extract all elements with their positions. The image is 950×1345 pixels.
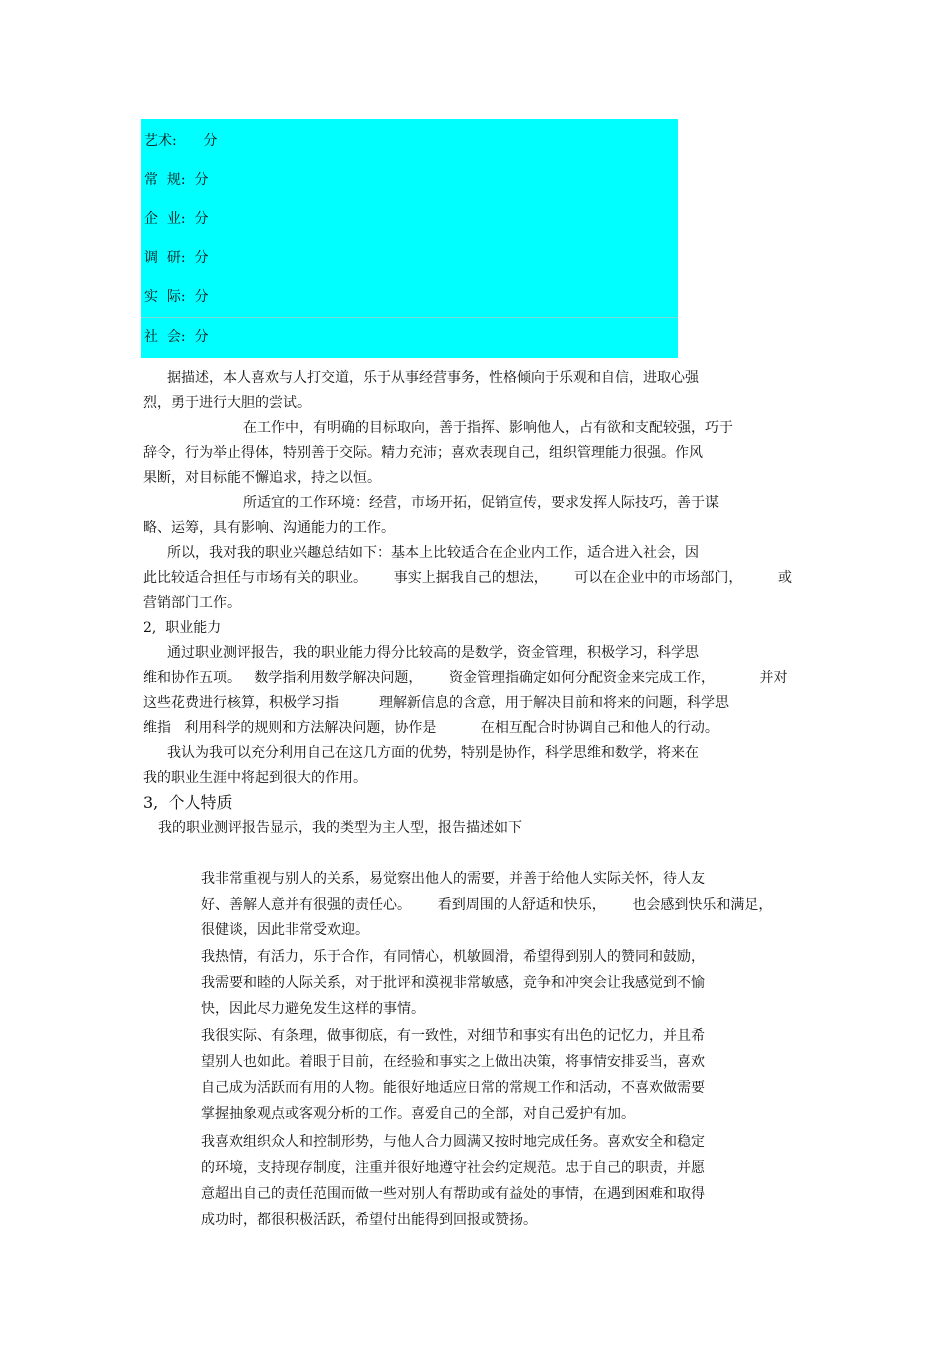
ability-p1-line4: 维指 利用科学的规则和方法解决问题，协作是 在相互配合时协调自己和他人的行动。 <box>143 720 719 736</box>
score-social: 社 会: 分 <box>144 329 209 345</box>
interest-p4-line3: 营销部门工作。 <box>143 595 241 611</box>
personality-p3-line2: 望别人也如此。着眼于目前，在经验和事实之上做出决策，将事情安排妥当，喜欢 <box>201 1054 705 1070</box>
personality-p3-line1: 我很实际、有条理，做事彻底，有一致性，对细节和事实有出色的记忆力，并且希 <box>201 1028 705 1044</box>
score-art: 艺术: 分 <box>144 133 218 149</box>
score-realistic: 实 际: 分 <box>144 289 209 305</box>
personality-p1-line1: 我非常重视与别人的关系，易觉察出他人的需要，并善于给他人实际关怀，待人友 <box>201 871 705 887</box>
interest-p2-line2: 辞令，行为举止得体，特别善于交际。精力充沛；喜欢表现自己，组织管理能力很强。作风 <box>143 445 703 461</box>
table-divider <box>141 317 678 318</box>
ability-p1-line3: 这些花费进行核算，积极学习指 理解新信息的含意，用于解决目前和将来的问题，科学思 <box>143 695 730 711</box>
personality-p4-line1: 我喜欢组织众人和控制形势，与他人合力圆满又按时地完成任务。喜欢安全和稳定 <box>201 1134 705 1150</box>
score-enterprising: 企 业: 分 <box>144 211 209 227</box>
interest-p3-line2: 略、运筹，具有影响、沟通能力的工作。 <box>143 520 395 536</box>
ability-heading: 2, 职业能力 <box>143 620 222 636</box>
interest-p4-line2: 此比较适合担任与市场有关的职业。 事实上据我自己的想法， 可以在企业中的市场部门， 或 <box>143 570 793 586</box>
personality-p1-line3: 很健谈，因此非常受欢迎。 <box>201 922 369 938</box>
ability-p2-line1: 我认为我可以充分利用自己在这几方面的优势，特别是协作，科学思维和数学，将来在 <box>167 745 699 761</box>
personality-p3-line3: 自己成为活跃而有用的人物。能很好地适应日常的常规工作和活动，不喜欢做需要 <box>201 1080 705 1096</box>
ability-p2-line2: 我的职业生涯中将起到很大的作用。 <box>143 770 367 786</box>
interest-p1-line2: 烈，勇于进行大胆的尝试。 <box>143 395 311 411</box>
interest-p3-line1: 所适宜的工作环境：经营，市场开拓，促销宣传，要求发挥人际技巧，善于谋 <box>243 495 719 511</box>
personality-p4-line3: 意超出自己的责任范围而做一些对别人有帮助或有益处的事情，在遇到困难和取得 <box>201 1186 705 1202</box>
score-conventional: 常 规: 分 <box>144 172 209 188</box>
personality-p2-line1: 我热情，有活力，乐于合作，有同情心，机敏圆滑，希望得到别人的赞同和鼓励， <box>201 949 705 965</box>
personality-heading: 3, 个人特质 <box>143 793 233 812</box>
personality-p2-line3: 快，因此尽力避免发生这样的事情。 <box>201 1001 425 1017</box>
personality-intro: 我的职业测评报告显示，我的类型为主人型，报告描述如下 <box>158 820 522 836</box>
personality-p2-line2: 我需要和睦的人际关系，对于批评和漠视非常敏感，竞争和冲突会让我感觉到不愉 <box>201 975 705 991</box>
interest-p2-line1: 在工作中，有明确的目标取向，善于指挥、影响他人，占有欲和支配较强，巧于 <box>243 420 733 436</box>
interest-p4-line1: 所以，我对我的职业兴趣总结如下：基本上比较适合在企业内工作，适合进入社会，因 <box>167 545 699 561</box>
interest-p2-line3: 果断，对目标能不懈追求，持之以恒。 <box>143 470 381 486</box>
ability-p1-line2: 维和协作五项。 数学指利用数学解决问题， 资金管理指确定如何分配资金来完成工作， 并对 <box>143 670 788 686</box>
score-investigative: 调 研: 分 <box>144 250 209 266</box>
personality-p3-line4: 掌握抽象观点或客观分析的工作。喜爱自己的全部，对自己爱护有加。 <box>201 1106 635 1122</box>
ability-p1-line1: 通过职业测评报告，我的职业能力得分比较高的是数学，资金管理，积极学习，科学思 <box>167 645 699 661</box>
score-table <box>141 119 678 358</box>
interest-p1-line1: 据描述，本人喜欢与人打交道，乐于从事经营事务，性格倾向于乐观和自信，进取心强 <box>167 370 699 386</box>
personality-p4-line4: 成功时，都很积极活跃，希望付出能得到回报或赞扬。 <box>201 1212 537 1228</box>
personality-p4-line2: 的环境，支持现存制度，注重并很好地遵守社会约定规范。忠于自己的职责，并愿 <box>201 1160 705 1176</box>
personality-p1-line2: 好、善解人意并有很强的责任心。 看到周围的人舒适和快乐， 也会感到快乐和满足， <box>201 897 773 913</box>
